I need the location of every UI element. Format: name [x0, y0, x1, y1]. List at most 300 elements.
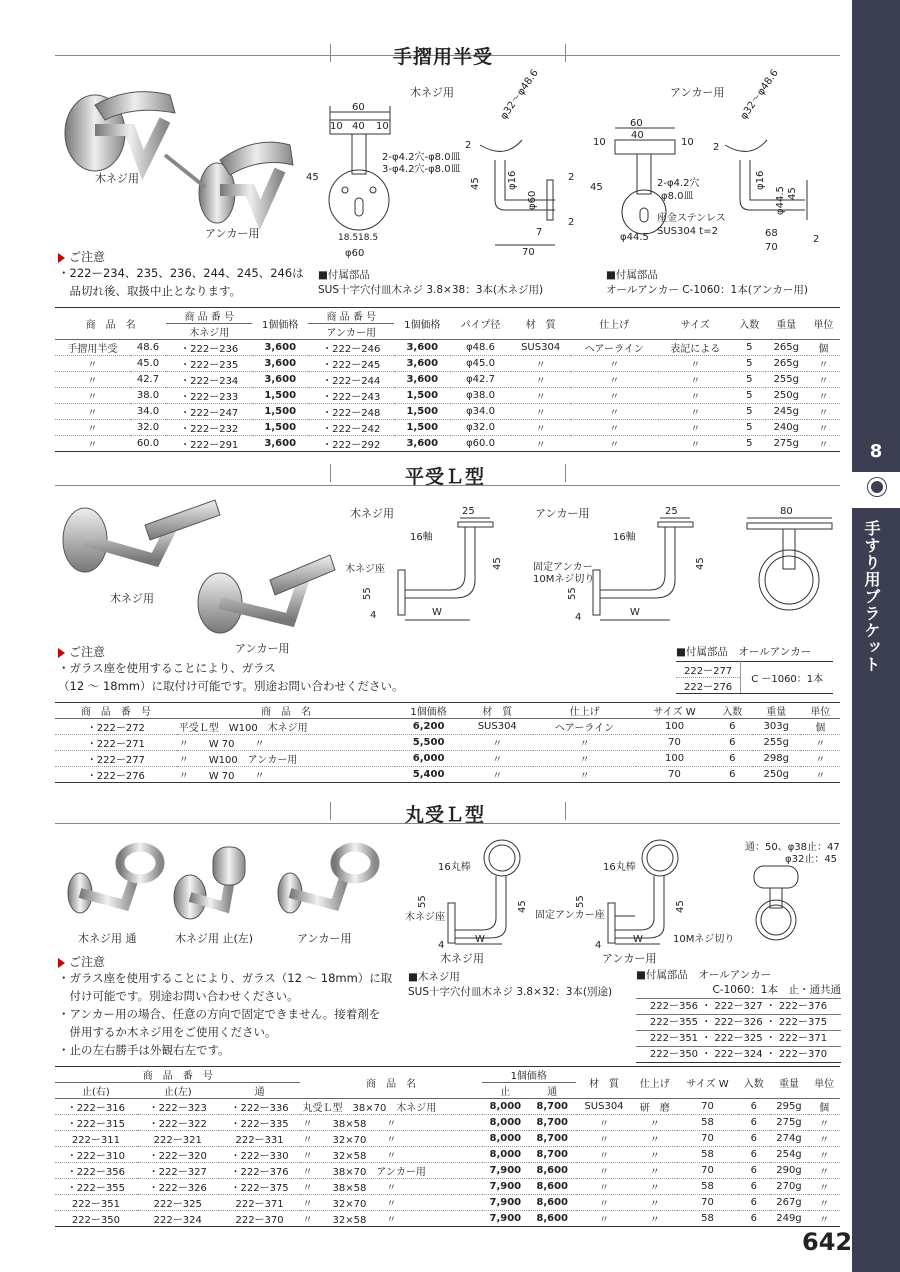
- table-cell: 249g: [770, 1211, 809, 1227]
- svg-text:68: 68: [765, 228, 778, 239]
- svg-text:45: 45: [590, 182, 603, 193]
- table-cell: 〃: [462, 751, 533, 767]
- table-cell: 222ー370: [219, 1211, 301, 1227]
- accessory-code-row: 222ー350 ・ 222ー324 ・ 222ー370: [636, 1046, 841, 1063]
- table-cell: φ48.6: [450, 340, 511, 356]
- table-cell: 〃: [808, 1163, 840, 1179]
- table-cell: 〃: [570, 356, 657, 372]
- table-cell: 255g: [766, 372, 807, 388]
- table-cell: 〃: [632, 1115, 677, 1131]
- table-cell: 3,600: [394, 340, 450, 356]
- table-header: 重量: [752, 703, 800, 719]
- table-cell: ・222ー335: [219, 1115, 301, 1131]
- table-cell: 5: [733, 372, 766, 388]
- diagram-title-anchor: アンカー用: [535, 507, 590, 520]
- table-cell: 表記による: [658, 340, 733, 356]
- photo-label-anchor: アンカー用: [205, 227, 260, 240]
- table-cell: 〃: [632, 1195, 677, 1211]
- accessory-anchor: ■付属部品 オールアンカー C-1060：1本 止・通共通: [636, 969, 841, 996]
- table-cell: ・222ー248: [308, 404, 394, 420]
- table-cell: 〃: [576, 1211, 633, 1227]
- svg-text:16軸: 16軸: [613, 532, 636, 543]
- table-cell: 5,500: [395, 735, 461, 751]
- table-cell: 丸受Ｌ型 38×70 木ネジ用: [300, 1099, 481, 1115]
- table-cell: 〃: [511, 372, 571, 388]
- table-cell: ・222ー356: [55, 1163, 137, 1179]
- table-cell: 平受Ｌ型 W100 木ネジ用: [177, 719, 396, 735]
- table-cell: ・222ー326: [137, 1179, 219, 1195]
- table-cell: 6: [713, 719, 752, 735]
- table-row: [55, 719, 840, 735]
- table-cell: 100: [636, 751, 712, 767]
- table-cell: 〃: [576, 1179, 633, 1195]
- title-tick: [565, 44, 566, 62]
- diagram-title-wood: 木ネジ用: [440, 952, 484, 965]
- table-cell: 245g: [766, 404, 807, 420]
- table-cell: 70: [677, 1131, 738, 1147]
- svg-text:25: 25: [462, 506, 475, 517]
- table-cell: 〃: [511, 404, 571, 420]
- table-cell: ・222ー276: [55, 767, 177, 783]
- svg-text:φ8.0皿: φ8.0皿: [661, 191, 694, 202]
- svg-text:φ32〜φ48.6: φ32〜φ48.6: [738, 67, 781, 122]
- table-cell: 295g: [770, 1099, 809, 1115]
- svg-text:10Mネジ切り: 10Mネジ切り: [673, 934, 735, 945]
- svg-text:45: 45: [675, 900, 686, 913]
- table-cell: φ45.0: [450, 356, 511, 372]
- table-row: [55, 1195, 840, 1211]
- table-cell: 5,400: [395, 767, 461, 783]
- accessory-anchor-title: ■付属部品 オールアンカー: [676, 646, 812, 658]
- table-header: 商 品 番 号: [55, 703, 177, 719]
- table-cell: 〃: [576, 1115, 633, 1131]
- table-row: [55, 751, 840, 767]
- table-cell: 〃: [808, 1179, 840, 1195]
- photo-label-wood: 木ネジ用: [110, 592, 154, 605]
- table-cell: 〃: [808, 1131, 840, 1147]
- svg-text:10Mネジ切り: 10Mネジ切り: [533, 574, 595, 585]
- table-cell: 〃: [807, 436, 840, 452]
- table-cell: 〃 32×70 〃: [300, 1195, 481, 1211]
- accessory-wood: ■付属部品 SUS十字穴付皿木ネジ 3.8×38：3本(木ネジ用): [318, 269, 544, 296]
- table-row: [55, 735, 840, 751]
- section-title: 平受Ｌ型: [405, 466, 486, 488]
- table-cell: 6: [738, 1099, 770, 1115]
- table-cell: 〃: [807, 404, 840, 420]
- title-tick: [330, 802, 331, 820]
- diagram-title-wood: 木ネジ用: [350, 507, 394, 520]
- svg-text:25: 25: [665, 506, 678, 517]
- table-cell: 〃: [570, 388, 657, 404]
- accessory-anchor: ■付属部品 オールアンカー C-1060：1本(アンカー用): [606, 269, 809, 296]
- table-cell: 〃: [55, 372, 130, 388]
- table-cell: 265g: [766, 340, 807, 356]
- svg-text:φ32止：45: φ32止：45: [785, 854, 838, 865]
- table-cell: 〃 32×58 〃: [300, 1211, 481, 1227]
- svg-text:SUS304 t=2: SUS304 t=2: [657, 226, 718, 237]
- table-cell: 〃: [658, 436, 733, 452]
- table-cell: 3,600: [252, 356, 308, 372]
- spec-table-half-bracket: 商 品 名 商 品 番 号 1個価格 商 品 番 号 1個価格 パイプ径 材 質 仕上げ サイズ 入数 重量 単位 木ネジ用 アンカー用 手摺用半受 48.6 ・222ー236 3,600 ・222ー246 3,600 φ48.6 SUS304 ヘアーライン 表記による 5 265g 個 〃 45.0 ・222ー235 3,600 ・222ー245 3,600 φ45.0 〃 〃 〃 5 265g 〃 〃 42.7 ・222ー234 3,600 ・222ー244 3,600 φ42.7 〃 〃 〃 5 255g 〃 〃 38.0 ・222ー233 1,500 ・222ー243 1,500 φ38.0 〃 〃 〃 5 250g 〃 〃 34.0 ・222ー247 1,500 ・222ー248 1,500 φ34.0 〃 〃 〃 5 245g 〃 〃 32.0 ・222ー232 1,500 ・222ー242 1,500 φ32.0 〃 〃 〃 5 240g 〃 〃 60.0 ・222ー291 3,600 ・222ー292 3,600 φ60.0 〃 〃 〃 5 275g 〃: [55, 307, 840, 452]
- svg-text:55: 55: [362, 587, 373, 600]
- table-cell: 222ー371: [219, 1195, 301, 1211]
- table-cell: ・222ー272: [55, 719, 177, 735]
- svg-text:55: 55: [567, 587, 578, 600]
- table-cell: 〃 38×58 〃: [300, 1115, 481, 1131]
- table-cell: 6: [738, 1179, 770, 1195]
- svg-text:4: 4: [575, 612, 582, 623]
- table-cell: 〃 32×70 〃: [300, 1131, 481, 1147]
- table-cell: 6: [713, 751, 752, 767]
- table-cell: 8,000: [482, 1115, 529, 1131]
- svg-text:W: W: [633, 934, 643, 945]
- table-cell: ・222ー292: [308, 436, 394, 452]
- table-cell: 7,900: [482, 1211, 529, 1227]
- table-cell: SUS304: [576, 1099, 633, 1115]
- table-row: [55, 1099, 840, 1115]
- photo-label-stop-left: 木ネジ用 止(左): [175, 932, 254, 945]
- photo-label-anchor: アンカー用: [297, 932, 352, 945]
- table-cell: 48.6: [130, 340, 166, 356]
- table-row: [55, 1115, 840, 1131]
- svg-text:2: 2: [465, 140, 472, 151]
- svg-text:2: 2: [713, 142, 720, 153]
- table-header: 材 質: [462, 703, 533, 719]
- title-tick: [565, 802, 566, 820]
- photo-label-through: 木ネジ用 通: [78, 932, 137, 945]
- table-cell: 1,500: [252, 420, 308, 436]
- table-cell: 240g: [766, 420, 807, 436]
- table-cell: 研 磨: [632, 1099, 677, 1115]
- table-row: [55, 372, 840, 388]
- table-cell: 1,500: [252, 388, 308, 404]
- accessory-code-row: 222ー351 ・ 222ー325 ・ 222ー371: [636, 1030, 841, 1046]
- table-cell: 手摺用半受: [55, 340, 130, 356]
- table-cell: 38.0: [130, 388, 166, 404]
- table-header: 入数: [713, 703, 752, 719]
- svg-text:W: W: [475, 934, 485, 945]
- table-cell: 〃: [808, 1115, 840, 1131]
- table-cell: 3,600: [394, 356, 450, 372]
- svg-text:φ60: φ60: [345, 248, 365, 259]
- table-cell: 255g: [752, 735, 800, 751]
- notes-heading: ご注意: [58, 248, 105, 265]
- flat-l-bracket-photo: [55, 495, 335, 655]
- table-cell: 〃: [632, 1179, 677, 1195]
- table-cell: 6: [738, 1115, 770, 1131]
- table-cell: 5: [733, 436, 766, 452]
- table-cell: 3,600: [252, 372, 308, 388]
- svg-text:45: 45: [470, 177, 481, 190]
- notes-text: ・222ー234、235、236、244、245、246は 品切れ後、取扱中止となります。: [58, 266, 304, 298]
- table-cell: SUS304: [511, 340, 571, 356]
- table-cell: ・222ー315: [55, 1115, 137, 1131]
- table-cell: 5: [733, 388, 766, 404]
- svg-text:16軸: 16軸: [410, 532, 433, 543]
- table-row: [55, 1131, 840, 1147]
- table-cell: 〃: [511, 388, 571, 404]
- table-cell: 8,600: [529, 1211, 576, 1227]
- table-cell: 290g: [770, 1163, 809, 1179]
- table-cell: 8,700: [529, 1099, 576, 1115]
- table-cell: 34.0: [130, 404, 166, 420]
- table-cell: 〃 W100 アンカー用: [177, 751, 396, 767]
- notes-text: ・ガラス座を使用することにより、ガラス（12 ～ 18mm）に取 付け可能です。別途お問い合わせください。 ・アンカー用の場合、任意の方向で固定できません。接着剤を 併用するか木ネジ用をご使用ください。 ・止の左右勝手は外観右左です。: [58, 971, 393, 1057]
- spec-table-flat-l: [55, 702, 840, 783]
- svg-text:55: 55: [417, 895, 428, 908]
- flat-front-view-diagram: [735, 500, 845, 620]
- table-cell: 〃: [658, 372, 733, 388]
- table-cell: ・222ー336: [219, 1099, 301, 1115]
- table-cell: ・222ー323: [137, 1099, 219, 1115]
- round-anchor-diagram: [535, 838, 735, 953]
- table-cell: 222ー311: [55, 1131, 137, 1147]
- accessory-anchor-codes: [636, 998, 841, 1063]
- table-cell: 6: [713, 735, 752, 751]
- svg-text:45: 45: [787, 187, 798, 200]
- spec-table-round-l: 商 品 番 号 商 品 名 1個価格 材 質 仕上げ サイズ W 入数 重量 単位 止(右) 止(左) 通 止 通 ・222ー316 ・222ー323 ・222ー336 丸受Ｌ型 38×70 木ネジ用 8,000 8,700 SUS304 研 磨 70 6 295g 個 ・222ー315 ・222ー322 ・222ー335 〃 38×58 〃 8,000 8,700 〃 〃 58 6 275g 〃 222ー311 222ー321 222ー331 〃 32×70 〃 8,000 8,700 〃 〃 70 6 274g 〃 ・222ー310 ・222ー320 ・222ー330 〃 32×58 〃 8,000 8,700 〃 〃 58 6 254g 〃 ・222ー356 ・222ー327 ・222ー376 〃 38×70 アンカー用 7,900 8,600 〃 〃 70 6 290g 〃 ・222ー355 ・222ー326 ・222ー375 〃 38×58 〃 7,900 8,600 〃 〃 58 6 270g 〃 222ー351 222ー325 222ー371 〃 32×70 〃 7,900 8,600 〃 〃 70 6 267g 〃 222ー350 222ー324 222ー370 〃 32×58 〃 7,900 8,600 〃 〃 58 6 249g 〃: [55, 1066, 840, 1227]
- table-cell: ・222ー330: [219, 1147, 301, 1163]
- svg-text:W: W: [432, 607, 442, 618]
- section-title: 手摺用半受: [393, 46, 494, 68]
- svg-text:φ32〜φ48.6: φ32〜φ48.6: [498, 67, 541, 122]
- chapter-title: 手すり用ブラケット: [862, 520, 881, 673]
- table-cell: 〃: [55, 388, 130, 404]
- table-cell: 222ー321: [137, 1131, 219, 1147]
- table-cell: ・222ー242: [308, 420, 394, 436]
- svg-text:40: 40: [352, 121, 365, 132]
- table-row: [55, 388, 840, 404]
- table-cell: 個: [807, 340, 840, 356]
- svg-text:φ44.5: φ44.5: [620, 232, 649, 243]
- table-cell: 〃: [570, 404, 657, 420]
- table-cell: 8,600: [529, 1179, 576, 1195]
- table-cell: 個: [800, 719, 840, 735]
- accessory-code-row: 222ー356 ・ 222ー327 ・ 222ー376: [636, 998, 841, 1014]
- table-cell: 〃: [576, 1131, 633, 1147]
- table-cell: 7,900: [482, 1163, 529, 1179]
- table-cell: 〃: [533, 767, 637, 783]
- table-cell: 〃: [55, 356, 130, 372]
- table-cell: ・222ー244: [308, 372, 394, 388]
- table-header: 単位: [800, 703, 840, 719]
- notes-text: ・ガラス座を使用することにより、ガラス （12 ～ 18mm）に取付け可能です。別途お問い合わせください。: [58, 661, 404, 693]
- table-cell: 〃: [55, 436, 130, 452]
- svg-text:木ネジ座: 木ネジ座: [345, 564, 385, 575]
- photo-label-wood: 木ネジ用: [95, 172, 139, 185]
- table-cell: 275g: [766, 436, 807, 452]
- table-cell: 個: [808, 1099, 840, 1115]
- table-cell: 3,600: [394, 436, 450, 452]
- table-cell: ・222ー320: [137, 1147, 219, 1163]
- svg-text:18.5: 18.5: [358, 233, 379, 243]
- table-cell: 〃: [808, 1211, 840, 1227]
- table-cell: 32.0: [130, 420, 166, 436]
- table-cell: 274g: [770, 1131, 809, 1147]
- table-cell: 265g: [766, 356, 807, 372]
- table-cell: ・222ー322: [137, 1115, 219, 1131]
- svg-text:45: 45: [492, 557, 503, 570]
- table-row: [55, 767, 840, 783]
- svg-text:φ60: φ60: [527, 190, 538, 210]
- table-cell: 〃: [800, 751, 840, 767]
- svg-text:3-φ4.2穴-φ8.0皿: 3-φ4.2穴-φ8.0皿: [382, 164, 461, 175]
- table-cell: 58: [677, 1147, 738, 1163]
- table-cell: 〃: [658, 388, 733, 404]
- table-cell: 8,000: [482, 1147, 529, 1163]
- table-cell: 〃: [511, 356, 571, 372]
- table-cell: ・222ー246: [308, 340, 394, 356]
- table-cell: 〃: [576, 1195, 633, 1211]
- table-cell: ・222ー316: [55, 1099, 137, 1115]
- table-cell: ・222ー376: [219, 1163, 301, 1179]
- table-cell: 〃: [632, 1163, 677, 1179]
- table-row: [55, 1179, 840, 1195]
- accessory-anchor-box: 222ー277 C ー1060：1本 222ー276: [676, 661, 833, 694]
- table-cell: 〃: [658, 356, 733, 372]
- table-cell: 3,600: [394, 372, 450, 388]
- svg-text:2: 2: [813, 234, 820, 245]
- table-cell: 8,700: [529, 1131, 576, 1147]
- table-cell: 〃: [533, 735, 637, 751]
- flat-anchor-diagram: [525, 500, 715, 625]
- table-cell: ・222ー235: [166, 356, 252, 372]
- svg-text:10: 10: [593, 137, 606, 148]
- table-cell: 〃: [576, 1163, 633, 1179]
- svg-text:固定アンカー座: 固定アンカー座: [535, 910, 605, 921]
- svg-text:2: 2: [568, 172, 575, 183]
- table-cell: φ34.0: [450, 404, 511, 420]
- table-cell: ・222ー232: [166, 420, 252, 436]
- svg-text:55: 55: [575, 895, 586, 908]
- table-cell: ・222ー247: [166, 404, 252, 420]
- table-cell: 3,600: [252, 340, 308, 356]
- table-cell: ヘアーライン: [533, 719, 637, 735]
- table-cell: 250g: [766, 388, 807, 404]
- table-cell: 58: [677, 1179, 738, 1195]
- table-row: [55, 1163, 840, 1179]
- table-cell: 6: [738, 1163, 770, 1179]
- table-cell: 45.0: [130, 356, 166, 372]
- page-number: 642: [802, 1228, 853, 1256]
- table-cell: 8,700: [529, 1147, 576, 1163]
- svg-text:40: 40: [631, 130, 644, 141]
- table-cell: SUS304: [462, 719, 533, 735]
- table-cell: 222ー324: [137, 1211, 219, 1227]
- handrail-half-bracket-photo: [55, 75, 305, 245]
- table-cell: 〃: [807, 356, 840, 372]
- table-cell: 303g: [752, 719, 800, 735]
- table-cell: 〃: [632, 1211, 677, 1227]
- table-cell: 222ー325: [137, 1195, 219, 1211]
- svg-text:W: W: [630, 607, 640, 618]
- table-cell: 〃: [511, 420, 571, 436]
- table-cell: 〃: [632, 1147, 677, 1163]
- svg-text:45: 45: [695, 557, 706, 570]
- table-cell: 42.7: [130, 372, 166, 388]
- round-wood-diagram: [400, 838, 540, 953]
- table-cell: 222ー331: [219, 1131, 301, 1147]
- table-cell: 8,700: [529, 1115, 576, 1131]
- diagram-title-anchor: アンカー用: [602, 952, 657, 965]
- table-cell: 〃 W 70 〃: [177, 735, 396, 751]
- table-cell: 〃: [658, 420, 733, 436]
- svg-text:φ16: φ16: [507, 170, 518, 190]
- svg-text:2: 2: [568, 217, 575, 228]
- table-header: 仕上げ: [533, 703, 637, 719]
- title-tick: [330, 44, 331, 62]
- svg-text:φ16: φ16: [755, 170, 766, 190]
- table-cell: ・222ー291: [166, 436, 252, 452]
- diagram-title-wood: 木ネジ用: [410, 86, 454, 99]
- table-cell: 〃: [511, 436, 571, 452]
- table-cell: 6,000: [395, 751, 461, 767]
- svg-text:16丸棒: 16丸棒: [438, 862, 471, 873]
- table-cell: 8,000: [482, 1131, 529, 1147]
- table-cell: 5: [733, 340, 766, 356]
- table-cell: 〃: [807, 420, 840, 436]
- svg-text:45: 45: [517, 900, 528, 913]
- table-cell: 〃: [55, 420, 130, 436]
- accessory-code-row: 222ー355 ・ 222ー326 ・ 222ー375: [636, 1014, 841, 1030]
- table-cell: ・222ー355: [55, 1179, 137, 1195]
- svg-text:2-φ4.2穴-φ8.0皿: 2-φ4.2穴-φ8.0皿: [382, 152, 461, 163]
- table-cell: 70: [636, 735, 712, 751]
- table-cell: 6: [738, 1211, 770, 1227]
- table-cell: 60.0: [130, 436, 166, 452]
- table-cell: ・222ー243: [308, 388, 394, 404]
- table-cell: 1,500: [394, 388, 450, 404]
- table-cell: 〃 32×58 〃: [300, 1147, 481, 1163]
- table-row: [55, 340, 840, 356]
- table-cell: 298g: [752, 751, 800, 767]
- table-row: [55, 1211, 840, 1227]
- notes-heading: ご注意: [58, 953, 105, 970]
- table-cell: 7,900: [482, 1195, 529, 1211]
- table-cell: 58: [677, 1211, 738, 1227]
- table-cell: 222ー350: [55, 1211, 137, 1227]
- chapter-sidebar: [852, 0, 900, 1272]
- svg-text:通：50、φ38止：47: 通：50、φ38止：47: [745, 842, 840, 853]
- table-cell: 〃 W 70 〃: [177, 767, 396, 783]
- svg-text:10: 10: [681, 137, 694, 148]
- table-cell: ・222ー245: [308, 356, 394, 372]
- table-cell: ・222ー236: [166, 340, 252, 356]
- table-cell: 〃 38×58 〃: [300, 1179, 481, 1195]
- svg-text:座金ステンレス: 座金ステンレス: [657, 213, 726, 224]
- table-cell: 〃: [533, 751, 637, 767]
- table-cell: 8,600: [529, 1195, 576, 1211]
- table-cell: 7,900: [482, 1179, 529, 1195]
- table-cell: 275g: [770, 1115, 809, 1131]
- svg-text:木ネジ座: 木ネジ座: [405, 912, 445, 923]
- table-cell: ・222ー271: [55, 735, 177, 751]
- svg-text:80: 80: [780, 506, 793, 517]
- table-cell: 6: [738, 1147, 770, 1163]
- svg-text:10: 10: [376, 121, 389, 132]
- svg-text:4: 4: [438, 940, 445, 951]
- table-cell: 6: [738, 1195, 770, 1211]
- table-cell: φ60.0: [450, 436, 511, 452]
- svg-text:2-φ4.2穴: 2-φ4.2穴: [657, 178, 700, 189]
- svg-text:φ44.5: φ44.5: [775, 186, 786, 215]
- title-tick: [330, 464, 331, 482]
- table-cell: 5: [733, 356, 766, 372]
- svg-text:70: 70: [765, 242, 778, 253]
- table-header: サイズ W: [636, 703, 712, 719]
- table-row: [55, 420, 840, 436]
- table-cell: 70: [677, 1099, 738, 1115]
